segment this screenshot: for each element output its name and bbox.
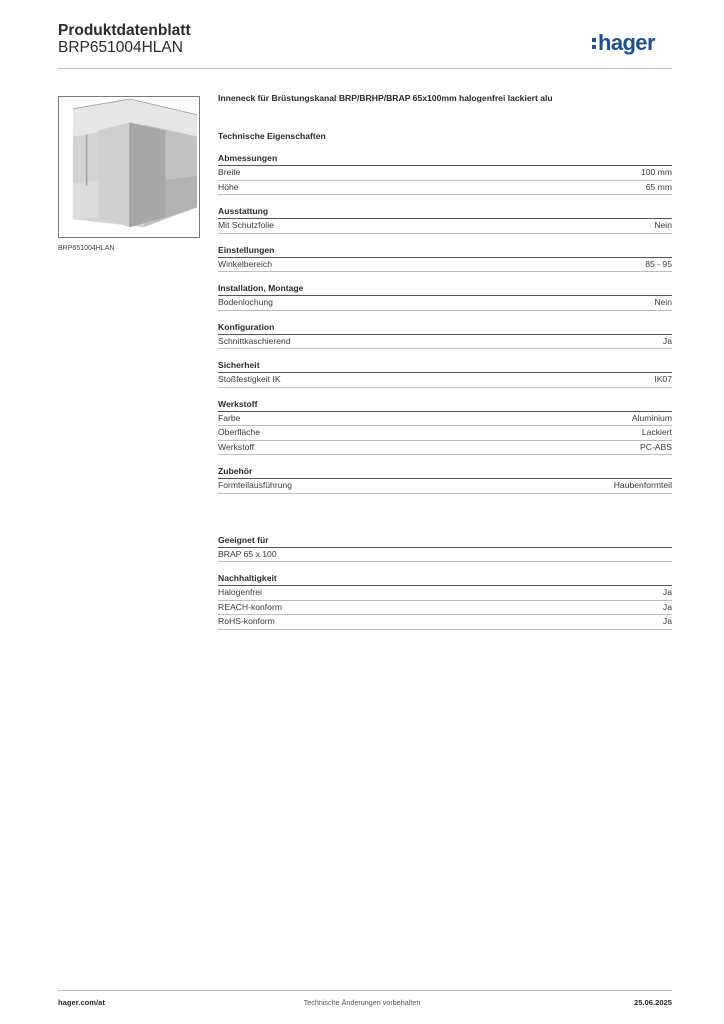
group-title: Ausstattung	[218, 205, 672, 219]
spec-label: Werkstoff	[218, 441, 254, 452]
spec-label: Oberfläche	[218, 427, 261, 437]
suitable-for-group	[218, 534, 672, 563]
spec-value: Aluminium	[631, 412, 672, 423]
spec-row	[218, 601, 672, 616]
group-title: Konfiguration	[218, 321, 672, 335]
product-image	[58, 96, 200, 238]
group-title: Installation, Montage	[218, 282, 672, 296]
spec-value: Ja	[662, 616, 672, 626]
spec-group	[218, 321, 672, 350]
spec-label: Halogenfrei	[218, 587, 262, 597]
spec-group	[218, 205, 672, 234]
spec-group	[218, 359, 672, 388]
spec-label: Formteilausführung	[218, 480, 293, 490]
spec-value: 100 mm	[640, 167, 672, 177]
logo-dots-icon	[592, 38, 596, 49]
footer-website[interactable]: hager.com/at	[58, 998, 105, 1007]
spec-label: Mit Schutzfolie	[218, 220, 274, 230]
spec-value: IK07	[654, 374, 672, 384]
group-title: Zubehör	[218, 465, 672, 479]
section-title: Technische Eigenschaften	[218, 131, 326, 141]
spec-label: Schnittkaschierend	[218, 335, 291, 346]
spec-value: PC-ABS	[640, 441, 672, 452]
spec-row	[218, 181, 672, 196]
product-number: BRP651004HLAN	[58, 39, 183, 56]
spec-content	[218, 92, 672, 630]
document-title: Produktdatenblatt	[58, 22, 191, 39]
spec-group	[218, 152, 672, 195]
spec-label: Höhe	[218, 181, 239, 192]
spec-row	[218, 548, 672, 563]
spec-label: Winkelbereich	[218, 258, 272, 269]
spec-row	[218, 258, 672, 273]
footer-divider	[58, 990, 672, 991]
group-title: Abmessungen	[218, 152, 672, 166]
spec-label: Bodenlochung	[218, 297, 273, 307]
spec-value: Nein	[654, 220, 672, 230]
spec-row	[218, 166, 672, 181]
spec-row	[218, 412, 672, 427]
spec-row	[218, 441, 672, 456]
spec-label: Breite	[218, 167, 241, 177]
spec-label: Stoßfestigkeit IK	[218, 374, 281, 384]
spec-value: Lackiert	[641, 427, 672, 437]
spec-value: Ja	[662, 601, 672, 612]
spec-label: Farbe	[218, 412, 241, 423]
hager-logo	[592, 29, 655, 57]
spec-value: Nein	[654, 297, 672, 307]
spec-label: REACH-konform	[218, 601, 282, 612]
footer-notice: Technische Änderungen vorbehalten	[303, 998, 421, 1007]
product-description: Inneneck für Brüstungskanal BRP/BRHP/BRAP 65x100mm halogenfrei lackiert alu	[218, 93, 553, 103]
spec-row	[218, 615, 672, 630]
spec-group	[218, 398, 672, 456]
spec-value: Ja	[662, 587, 672, 597]
sustainability-group	[218, 572, 672, 630]
group-title: Geeignet für	[218, 534, 672, 548]
spec-row	[218, 219, 672, 234]
spec-row	[218, 426, 672, 441]
spec-group	[218, 465, 672, 494]
spec-value: 85 - 95	[645, 258, 672, 269]
spec-label: RoHS-konform	[218, 616, 275, 626]
spec-group	[218, 244, 672, 273]
spec-group	[218, 282, 672, 311]
spec-value: 65 mm	[645, 181, 672, 192]
spec-value: Haubenformteil	[613, 480, 672, 490]
spec-label: BRAP 65 x 100	[218, 548, 277, 559]
spec-row	[218, 479, 672, 494]
footer-date: 25.06.2025	[633, 998, 672, 1007]
group-title: Nachhaltigkeit	[218, 572, 672, 586]
product-photo-icon	[59, 97, 199, 237]
group-title: Werkstoff	[218, 398, 672, 412]
spec-row	[218, 373, 672, 388]
group-title: Sicherheit	[218, 359, 672, 373]
spec-value: Ja	[662, 335, 672, 346]
spec-row	[218, 586, 672, 601]
image-caption: BRP651004HLAN	[58, 245, 115, 252]
logo-text: hager	[598, 30, 655, 55]
group-title: Einstellungen	[218, 244, 672, 258]
spec-row	[218, 296, 672, 311]
spec-row	[218, 335, 672, 350]
header-divider	[58, 68, 672, 69]
